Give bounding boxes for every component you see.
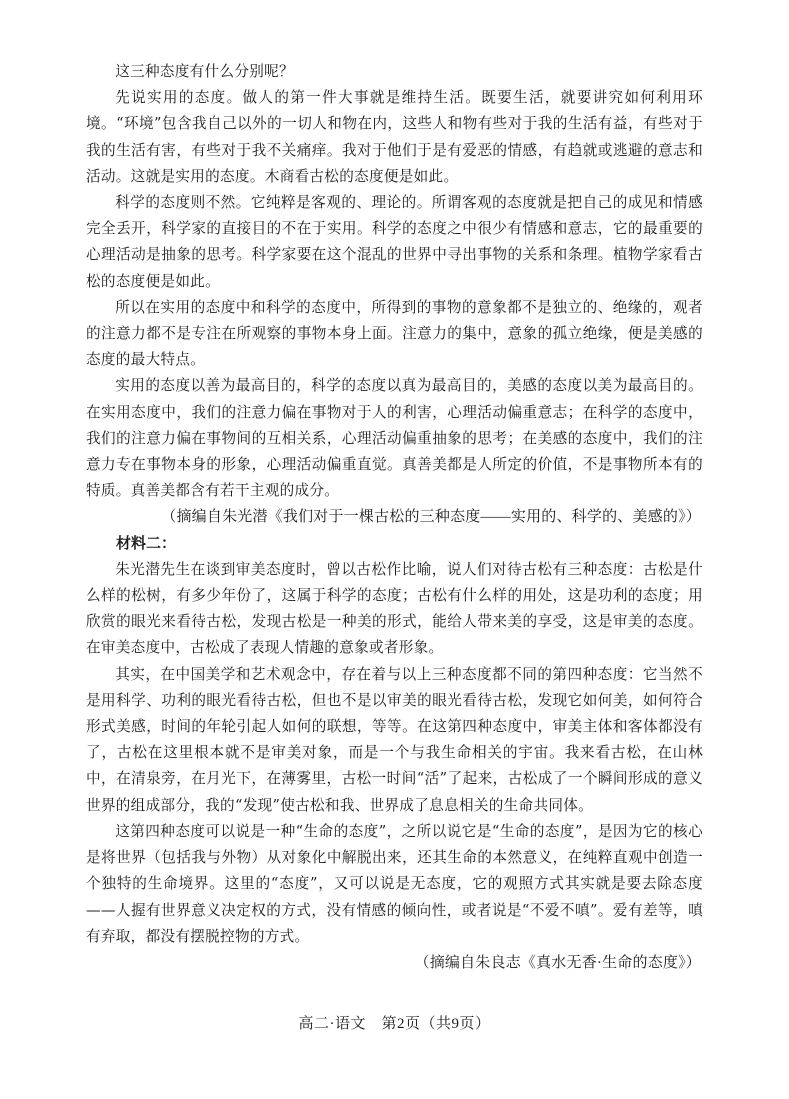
paragraph: 科学的态度则不然。它纯粹是客观的、理论的。所谓客观的态度就是把自己的成见和情感完全丢开，科学家的直接目的不在于实用。科学的态度之中很少有情感和意志，它的最重要的心理活动是抽象的思考。科学家要在这个混乱的世界中寻出事物的关系和条理。植物学家看古松的态度便是如此。 <box>86 194 703 290</box>
paragraph: 其实，在中国美学和艺术观念中，存在着与以上三种态度都不同的第四种态度：它当然不是用科学、功利的眼光看待古松，但也不是以审美的眼光看待古松，发现它如何美，如何符合形式美感，时间的年轮引起人如何的联想，等等。在这第四种态度中，审美主体和客体都没有了，古松在这里根本就不是审美对象，而是一个与我生命相关的宇宙。我来看古松，在山林中，在清泉旁，在月光下，在薄雾里，古松一时间“活”了起来，古松成了一个瞬间形成的意义世界的组成部分，我的“发现”使古松和我、世界成了息息相关的生命共同体。 <box>86 665 703 814</box>
paragraph: 所以在实用的态度中和科学的态度中，所得到的事物的意象都不是独立的、绝缘的，观者的注意力都不是专注在所观察的事物本身上面。注意力的集中，意象的孤立绝缘，便是美感的态度的最大特点。 <box>86 298 703 369</box>
paragraph: 先说实用的态度。做人的第一件大事就是维持生活。既要生活，就要讲究如何利用环境。“环境”包含我自己以外的一切人和物在内，这些人和物有些对于我的生活有益，有些对于我的生活有害，有些对于我不关痛痒。我对于他们于是有爱恶的情感，有趋就或逃避的意志和活动。这就是实用的态度。木商看古松的态度便是如此。 <box>86 89 703 185</box>
material-label: 材料二： <box>116 535 177 552</box>
paragraph: 这第四种态度可以说是一种“生命的态度”，之所以说它是“生命的态度”，是因为它的核心是将世界（包括我与外物）从对象化中解脱出来，还其生命的本然意义，在纯粹直观中创造一个独特的生命境界。这里的“态度”，又可以说是无态度，它的观照方式其实就是要去除态度——人握有世界意义决定权的方式，没有情感的倾向性，或者说是“不爱不嗔”。爱有差等，嗔有弃取，都没有摆脱控物的方式。 <box>86 822 703 945</box>
source-citation: （摘编自朱良志《真水无香·生命的态度》） <box>414 954 701 971</box>
paragraph: 朱光潜先生在谈到审美态度时，曾以古松作比喻，说人们对待古松有三种态度：古松是什么样的松树，有多少年份了，这属于科学的态度；古松有什么样的用处，这是功利的态度；用欣赏的眼光来看待古松，发现古松是一种美的形式，能给人带来美的享受，这是审美的态度。在审美态度中，古松成了表现人情趣的意象或者形象。 <box>86 560 703 657</box>
paragraph: 实用的态度以善为最高目的，科学的态度以真为最高目的，美感的态度以美为最高目的。在实用态度中，我们的注意力偏在事物对于人的利害，心理活动偏重意志；在科学的态度中，我们的注意力偏在事物间的互相关系，心理活动偏重抽象的思考；在美感的态度中，我们的注意力专在事物本身的形象，心理活动偏重直觉。真善美都是人所定的价值，不是事物所本有的特质。真善美都含有若干主观的成分。 <box>86 377 703 500</box>
paragraph: 这三种态度有什么分别呢？ <box>115 63 294 80</box>
page-footer: 高二·语文 第2页（共9页） <box>298 1016 491 1032</box>
reading-material <box>86 59 703 976</box>
source-citation: （摘编自朱光潜《我们对于一棵古松的三种态度——实用的、科学的、美感的》） <box>161 509 701 526</box>
